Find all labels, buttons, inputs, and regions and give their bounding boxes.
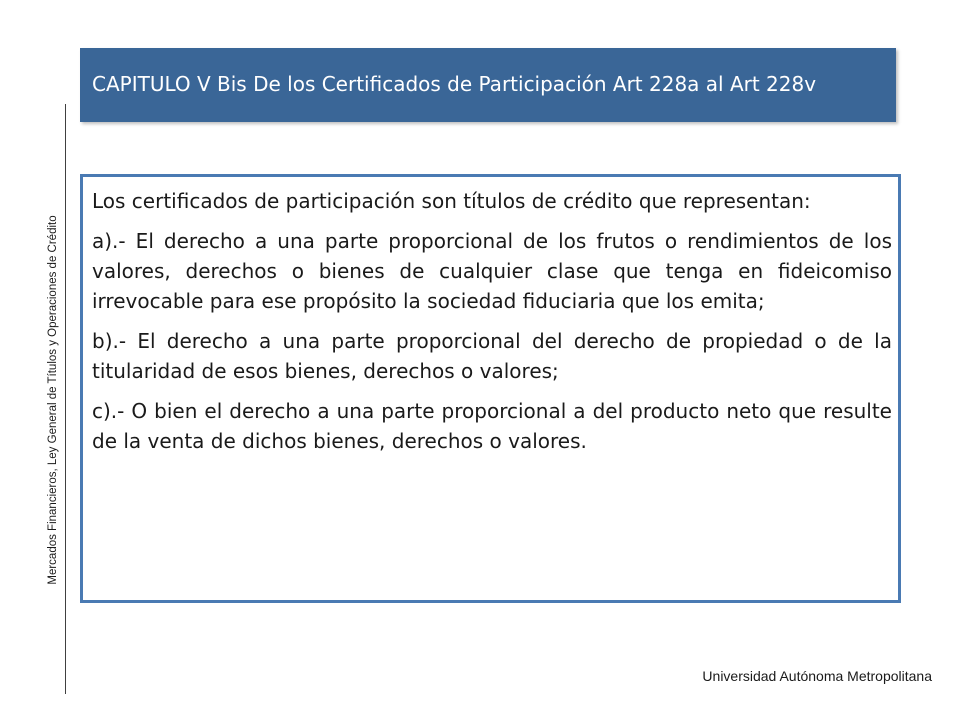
body-paragraph-a: a).- El derecho a una parte proporcional de los frutos o rendimientos de los valores, derechos o bienes de cualquier clase que tenga en fideicomiso irrevocable para ese propósito la sociedad fiduciaria que los emita; [92,229,892,313]
footer-institution: Universidad Autónoma Metropolitana [702,668,932,684]
body-paragraph-intro: Los certificados de participación son títulos de crédito que representan: [92,189,811,213]
side-divider [65,104,66,694]
title-banner [80,48,896,122]
body-paragraph-c: c).- O bien el derecho a una parte proporcional a del producto neto que resulte de la venta de dichos bienes, derechos o valores. [92,399,892,453]
content-box [80,174,901,603]
slide-title: CAPITULO V Bis De los Certificados de Participación Art 228a al Art 228v [92,72,817,96]
side-label: Mercados Financieros, Ley General de Títulos y Operaciones de Crédito [47,215,59,585]
body-paragraph-b: b).- El derecho a una parte proporcional del derecho de propiedad o de la titularidad de esos bienes, derechos o valores; [92,329,892,383]
